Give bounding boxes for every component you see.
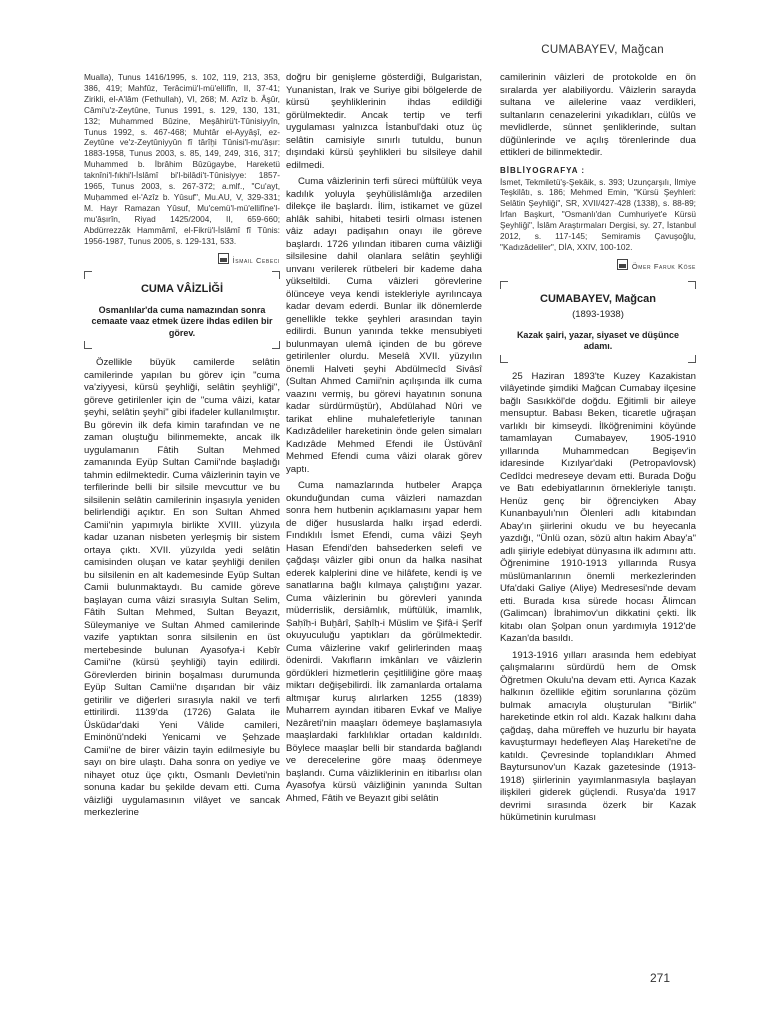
bibliography-heading: BİBLİYOGRAFYA : <box>500 165 586 175</box>
author-mark-icon <box>218 253 229 264</box>
column-right <box>500 72 696 825</box>
entry-title: CUMA VÂİZLİĞİ <box>140 282 224 295</box>
body-paragraph: camilerinin vâizleri de protokolde en ön sıralarda yer alabiliyordu. Vâizlerin sarayda sultana ve ailelerine vaaz verdikleri, sultanların cenazelerini yıkadıkları, cülûs ve mevlidlerde, sünnet şenliklerinde, sultan düğünlerinde ve açılış törenlerinde dua ettikleri de bilinmektedir. <box>500 72 696 158</box>
body-paragraph: Cuma namazlarında hutbeler Arapça okunduğundan cuma vâizleri namazdan sonra hem hutbenin açıklamasını yapar hem de diğer hususlarda halkı irşad ederdi. Fındıklılı İsmet Efendi, cuma vâizi Şeyh Hasan Efendi'den bahsederken selefi ve çağdaşı vâizler gibi onun da halka nasihat ederek kalplerini dine ve hilâfete, kendi iş ve sanatlarına bağlı kılmaya çalıştığını yazar. Cuma vâizlerinin bu görevleri yanında müderrislik, dersiâmlık, müftülük, imamlık, Ṣaḥîḥ-i Buḫârî, Ṣaḥîḥ-i Müslim ve Şifâ-i Şerîf okuyuculuğu yaptıkları da görülmektedir. Cuma vâizlerine vakıf gelirlerinden maaş ödenirdi. Vakıfların imkânları ve vâizlerin gördükleri hizmetlerin çeşitliliğine göre maaş miktarı değişebilirdi. İlk zamanlarda ortalama altmışar kuruş alırlarken 1255 (1839) Muharrem ayından itibaren Evkaf ve Maliye Nezâreti'nin maaşları ödemeye başlamasıyla maaşlardaki farklılıklar ortadan kaldırıldı. Böylece maaşlar belli bir standarda bağlandı ve derecelerine göre maaş ödenmeye başlandı. Cuma vâizliklerinin en itibarlısı olan Ayasofya kürsü vâizliğinin yanında Sultan Ahmed, Fâtih ve Beyazıt gibi selâtin <box>286 480 482 804</box>
entry-description: Kazak şairi, yazar, siyaset ve düşünce adamı. <box>516 329 680 352</box>
continued-author-name: İsmail Cebeci <box>232 255 280 265</box>
column-middle <box>286 72 482 805</box>
body-paragraph: doğru bir genişleme gösterdiği, Bulgaristan, Yunanistan, Irak ve Suriye gibi bölgelerde de kürsü şeyhliklerinin ihdas edildiği görülmektedir. Ancak tertip ve terfi uygulaması yalnızca İstanbul'daki otuz üç selâtin camisiyle sınırlı tutuldu, bunun dışındaki kürsü şeyhlikleri bu silsileye dahil edilmedi. <box>286 72 482 171</box>
entry-title: CUMABAYEV, Mağcan <box>540 292 656 305</box>
bibliography-text: İsmet, Tekmiletü'ş-Şekâik, s. 393; Uzunçarşılı, İlmiye Teşkilâtı, s. 186; Mehmed Emin, "Kürsü Şeyhleri: Selâtin Şeyhliği", SR, XVII/427-428 (1338), s. 88-89; İrfan Başkurt, "Osmanlı'dan Cumhuriyet'e Kürsü Şeyhliği", İslâm Araştırmaları Dergisi, sy. 27, İstanbul 2012, s. 117-145; Semiramis Çavuşoğlu, "Kadızâdeliler", DİA, XXIV, 100-102. <box>500 176 696 252</box>
author-mark-icon <box>617 259 628 270</box>
entry-heading-cuma-vaizligi <box>84 271 280 350</box>
entry-years: (1893-1938) <box>572 308 624 320</box>
entry-author <box>500 259 696 271</box>
page-header: CUMABAYEV, Mağcan <box>541 44 664 56</box>
body-paragraph: Özellikle büyük camilerde selâtin camilerinde yapılan bu görev için "cuma va'ziyyesi, kürsü şeyhliği, selâtin şeyhliği", göreve getirilenler için de "cuma vâizi, katar şeyhi, selâtin şeyhi" gibi ifadeler kullanılmıştır. Bu görevin ilk defa kimin tarafından ve ne zaman oluştuğu bilinmemekte, ancak ilk uygulamanın Fâtih Sultan Mehmed zamanında Eyüp Sultan Camii'nde başladığı tahmin edilmektedir. Cuma vâizlerinin tayin ve terfilerinde belli bir silsile mevcuttur ve bu silsilenin selâtin camilerinin inşasıyla yeniden belirlendiği açıktır. En son Sultan Ahmed Camii'nin yapımıyla birlikte XVIII. yüzyıla kadar uzanan nisbeten yerleşmiş bir sistem ortaya çıktı. XVII. yüzyılda yedi selâtin camisinden oluşan ve katar şeyhliği denilen bu silsilenin en alt kademesinde Eyüp Sultan Camii bulunmaktaydı. Bu camide göreve başlayan cuma vâizi sırasıyla Sultan Selim, Fâtih Sultan Mehmed, Sultan Beyazıt, Süleymaniye ve Sultan Ahmed camilerinde vazife yaptıktan sonra silsilenin en üst mertebesinde bulunan Ayasofya-i Kebîr Camii'ne (kürsü şeyhliği) tayin edilirdi. Görevlerden birinin boşalması durumunda Eyüp Sultan Camii'ne dışarıdan bir vâiz getirilir ve diğerleri sırasıyla nakil ve terfi ettirilirdi. 1139'da (1726) Galata ile Üsküdar'daki Yeni Vâlide camileri, Eminönü'ndeki Yenicami ve Şehzade Camii'ne de birer vâizin tayin edilmesiyle bu sayı on bire ulaştı. Daha sonra on yediye ve nihayet otuz üçe çıktı, Osmanlı Devleti'nin sonuna kadar bu şekilde devam etti. Cuma vâizliği uygulamasının vilâyet ve sancak merkezlerine <box>84 357 280 818</box>
column-left <box>84 72 280 820</box>
page-number: 271 <box>649 971 670 985</box>
continued-bibliography: Mualla), Tunus 1416/1995, s. 102, 119, 213, 353, 386, 419; Mahfûz, Terâcimü'l-mü'ellifîn, II, 37-41; Zirikli, el-A'lâm (Fethullah), VI, 268; M. Azîz b. Âşûr, Câmi'u'z-Zeytûne, Tunus 1991, s. 129, 130, 131, 132; Muhammed Bûzine, Meşâhirü't-Tûnisiyyîn, Tunus 1992, s. 467-468; Muhtâr el-Ayyâşî, ez-Zeytûne ve'z-Zeytûniyyûn fî târîḫi Tûnisi'l-mu'âṣır: 1883-1958, Tunus 2003, s. 85, 149, 249, 316, 317; Muhammed b. İbrâhim Bûzügaybe, Hareketü taknîni'l-fıkhi'l-İslâmî bi'l-bilâdi't-Tûnisiyye: 1857-1965, Tunus 2003, s. 267-372; a.mlf., "Cu'ayt, Muḥammed el-'Azîz b. Yûsuf", Mu.AU, V, 329-331; M. Hayr Ramazan Yûsuf, Mu'cemü'l-mü'ellifîne'l-mu'âṣırîn, Riyad 1425/2004, II, 659-660; Abdürrezzâk Hammâmî, el-Fikrü'l-İslâmî fî Tûnis: 1956-1987, Tunus 2005, s. 129-131, 533. <box>84 72 280 246</box>
entry-description: Osmanlılar'da cuma namazından sonra cemaate vaaz etmek üzere ihdas edilen bir görev. <box>91 304 273 338</box>
body-paragraph: Cuma vâizlerinin terfi süreci müftülük veya kadılık yoluyla şeyhülislâmlığa arzedilen dilekçe ile başlardı. İlim, istikamet ve güzel ahlâk sahibi, hitabeti tesirli olması istenen vâiz adayı padişahın onayı ile göreve başlardı. 1726 yılından itibaren cuma vâizliği silsilesine dahil olanlara selâtin şeyhliği unvanı verilerek rütbeleri bir kademe daha yükseltildi. Cuma vâizleri görevlerine ölünceye veya kendi istekleriyle ayrılıncaya kadar devam ederdi. Bunlar ilk dönemlerde genellikle tekke şeyhleri arasından tayin edilirdi. Bunun yanında tekke mensubiyeti bulunmayan ulemâ içinden de bu göreve getirilenler olurdu. Meselâ XVII. yüzyılın önemli Halveti şeyhi Abdülmecîd Sivâsî (Sultan Ahmed Camii'nin açılışında ilk cuma vaazını vermiş, bu görevi hayatının sonuna kadar sürdürmüştür), Abdülahad Nûri ve tarikat ehline muhalefetleriyle tanınan Kadızâdeliler hareketinin önde gelen simaları Kadızâde Mehmed Efendi ile Üstüvânî Mehmed Efendi cuma vâizi olarak görev yaptı. <box>286 176 482 475</box>
entry-heading-cumabayev <box>500 281 696 363</box>
continued-author <box>84 253 280 265</box>
entry-author-name: Ömer Faruk Köse <box>631 261 696 271</box>
body-paragraph: 1913-1916 yılları arasında hem edebiyat çalışmalarını sürdürdü hem de Omsk Öğretmen Okulu'na devam etti. Ayrıca Kazak halkının özellikle eğitim sorunlarına çözüm bulmak amacıyla oluşturulan "Birlik" hareketinde etkin rol aldı. Kazak halkını daha çağdaş, daha müreffeh ve huzurlu bir hayata kavuşturmayı hedefleyen Alaş Hareketi'ne de katıldı. Çevresinde toplandıkları Ahmed Baytursunov'un Kazak gazetesinde (1913-1918) şiirlerinin yayımlanmasıyla başlayan ilişkileri giderek güçlendi. Rusya'da 1917 devrimi sırasında özerk bir Kazak hükümetinin kurulması <box>500 649 696 824</box>
body-paragraph: 25 Haziran 1893'te Kuzey Kazakistan vilâyetinde şimdiki Mağcan Cumabay ilçesine bağlı Sasıkköl'de doğdu. Eğitimli bir aileye mensuptur. Babası Beken, ticaretle uğraşan varlıklı bir kimseydi. İlköğrenimini köyünde tamamlayan Cumabayev, 1905-1910 yıllarında Muhammedcan Begişev'in idaresinde Kızılyar'daki (Petropavlovsk) Cedîdci medreseye devam etti. Burada Doğu ve Batı edebiyatlarının örnekleriyle tanıştı. Henüz genç bir öğrenciyken Abay Kunanbayulı'nın Ölenleri adlı kitabından Abay'ın şiirlerini okudu ve bu heyecanla yazdığı, "Ünlü ozan, sözü altın hakim Abay'a" adlı şiiriyle edebiyat dünyasına ilk adımını attı. Öğrenimine 1910-1913 yıllarında Rusya müslümanlarının önemli merkezlerinden Ufa'daki Galiye (Aliye) Medresesi'nde devam etti. Burada kısa sürede hocası Âlimcan (Galimcan) İbrahimov'un dikkatini çekti. İlk kitabı olan Şolpan onun yardımıyla 1912'de Kazan'da basıldı. <box>500 370 696 645</box>
